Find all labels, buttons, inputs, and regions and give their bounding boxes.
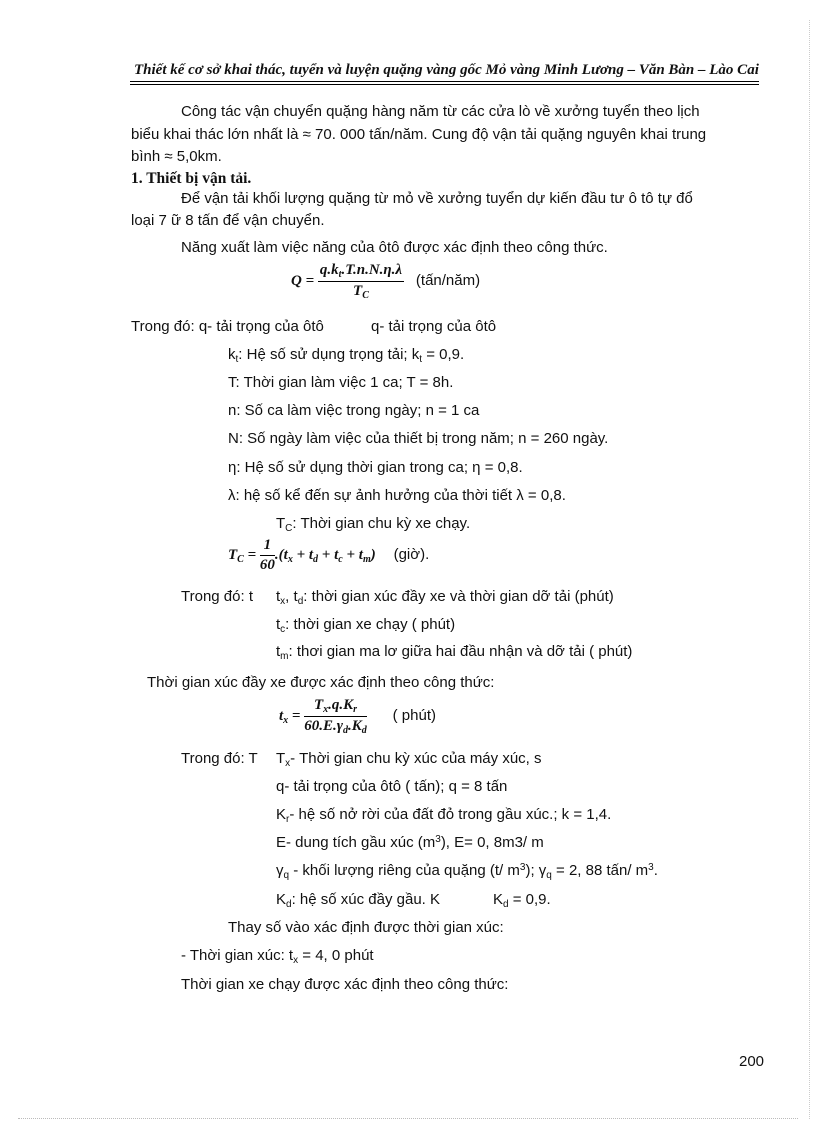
intro-line-2: biểu khai thác lớn nhất là ≈ 70. 000 tấn/năm. Cung độ vận tải quặng nguyên khai trung (131, 126, 707, 143)
page-number: 200 (739, 1053, 765, 1070)
tx-td-line: $t_x$, $t_d$: thời gian xúc đầy xe và thời gian dỡ tải (phút) (276, 588, 614, 607)
load-time-result: - Thời gian xúc: $t_x = 4$, 0 phút (181, 947, 374, 966)
intro-line-3: bình ≈ 5,0km. (131, 148, 222, 165)
T-line: T: Thời gian làm việc 1 ca; T = 8h. (228, 374, 454, 391)
formula-tx-fraction: $\frac{T_x.q.K_r}{60.E.\gamma_d.K_d}$ (304, 697, 367, 736)
N-line: N: Số ngày làm việc của thiết bị trong năm; n = 260 ngày. (228, 430, 609, 447)
eta-line: η: Hệ số sử dụng thời gian trong ca; η = 0,8. (228, 459, 523, 476)
formula-tx: $t_x$ = $\frac{T_x.q.K_r}{60.E.\gamma_d.K_d}$ ( phút) (279, 697, 436, 736)
running-header: Thiết kế cơ sở khai thác, tuyển và luyện quặng vàng gốc Mỏ vàng Minh Lương – Văn Bàn – Lào Cai (134, 62, 759, 78)
Tx-line: $T_x-$ Thời gian chu kỳ xúc của máy xúc, s (276, 750, 542, 769)
load-time-intro: Thời gian xúc đầy xe được xác định theo công thức: (147, 674, 495, 691)
formula-q-lhs: Q (291, 273, 302, 290)
E-line: E- dung tích gầu xúc $(m^3)$, E= 0, 8m3/ m (276, 834, 544, 851)
intro-line-1: Công tác vận chuyển quặng hàng năm từ các cửa lò về xưởng tuyển theo lịch (181, 103, 700, 120)
Tc-line: $T_C$: Thời gian chu kỳ xe chạy. (276, 515, 471, 534)
page-edge-bottom (18, 1118, 798, 1119)
section-line-2: loại 7 ữ 8 tấn để vận chuyển. (131, 212, 325, 229)
where2-lead: Trong đó: t (181, 588, 253, 605)
gamma-line: $\gamma_q$ - khối lượng riêng của quặng (t/ $m^3$); $\gamma_q = 2$, 88 tấn/ $m^3$. (276, 862, 658, 881)
where1-lead: Trong đó: q- tải trọng của ôtô (131, 318, 324, 335)
tm-line: $t_m$: thơi gian ma lơ giữa hai đầu nhận và dỡ tải ( phút) (276, 643, 633, 662)
formula-q: Q = $\frac{q.k_t.T.n.N.\eta.\lambda}{T_C}$ (tấn/năm) (291, 262, 481, 301)
kt-line: $k_t$: Hệ số sử dụng trọng tải; $k_t = 0,9$. (228, 346, 465, 365)
formula-q-fraction: $\frac{q.k_t.T.n.N.\eta.\lambda}{T_C}$ (319, 262, 403, 301)
page-edge-right (809, 20, 810, 1119)
formula-tx-unit: ( phút) (392, 707, 436, 725)
Kr-line: $K_r-$ hệ số nở rời của đất đỏ trong gầu xúc.; k = 1,4. (276, 806, 612, 825)
header-rule-thin (130, 84, 759, 85)
formula-tc-unit: (giờ). (393, 546, 430, 564)
where3-lead: Trong đó: T (181, 750, 258, 767)
formula-tc-body: $.(t_x + t_d + t_c + t_m)$ (274, 547, 376, 566)
formula-q-unit: (tấn/năm) (415, 272, 481, 290)
n-line: n: Số ca làm việc trong ngày; n = 1 ca (228, 402, 480, 419)
Kd-value: $K_d = 0,9$. (493, 891, 551, 910)
header-rule (130, 81, 759, 82)
lambda-line: λ: hệ số kể đến sự ảnh hưởng của thời tiết λ = 0,8. (228, 487, 566, 504)
section-line-1: Để vận tải khối lượng quặng từ mỏ về xưởng tuyển dự kiến đầu tư ô tô tự đổ (181, 190, 693, 207)
travel-intro: Thời gian xe chạy được xác định theo công thức: (181, 976, 509, 993)
where1-lead-repeat: q- tải trọng của ôtô (371, 318, 497, 335)
formula-tc: $T_C$ = $\frac{1}{60}$ $.(t_x + t_d + t_c + t_m)$ (giờ). (228, 537, 430, 573)
tc-line: $t_c$: thời gian xe chạy ( phút) (276, 616, 456, 635)
substitution-intro: Thay số vào xác định được thời gian xúc: (228, 919, 504, 936)
formula-tc-lhs: $T_C$ (228, 547, 244, 566)
Kd-line: $K_d$: hệ số xúc đầy gầu. K (276, 891, 441, 910)
formula-tc-fraction: $\frac{1}{60}$ (259, 537, 275, 573)
section-heading: 1. Thiết bị vận tải. (131, 170, 252, 187)
productivity-intro: Năng xuất làm việc năng của ôtô được xác định theo công thức. (181, 239, 608, 256)
formula-tx-lhs: $t_x$ (279, 708, 289, 727)
q-line: q- tải trọng của ôtô ( tấn); q = 8 tấn (276, 778, 508, 795)
